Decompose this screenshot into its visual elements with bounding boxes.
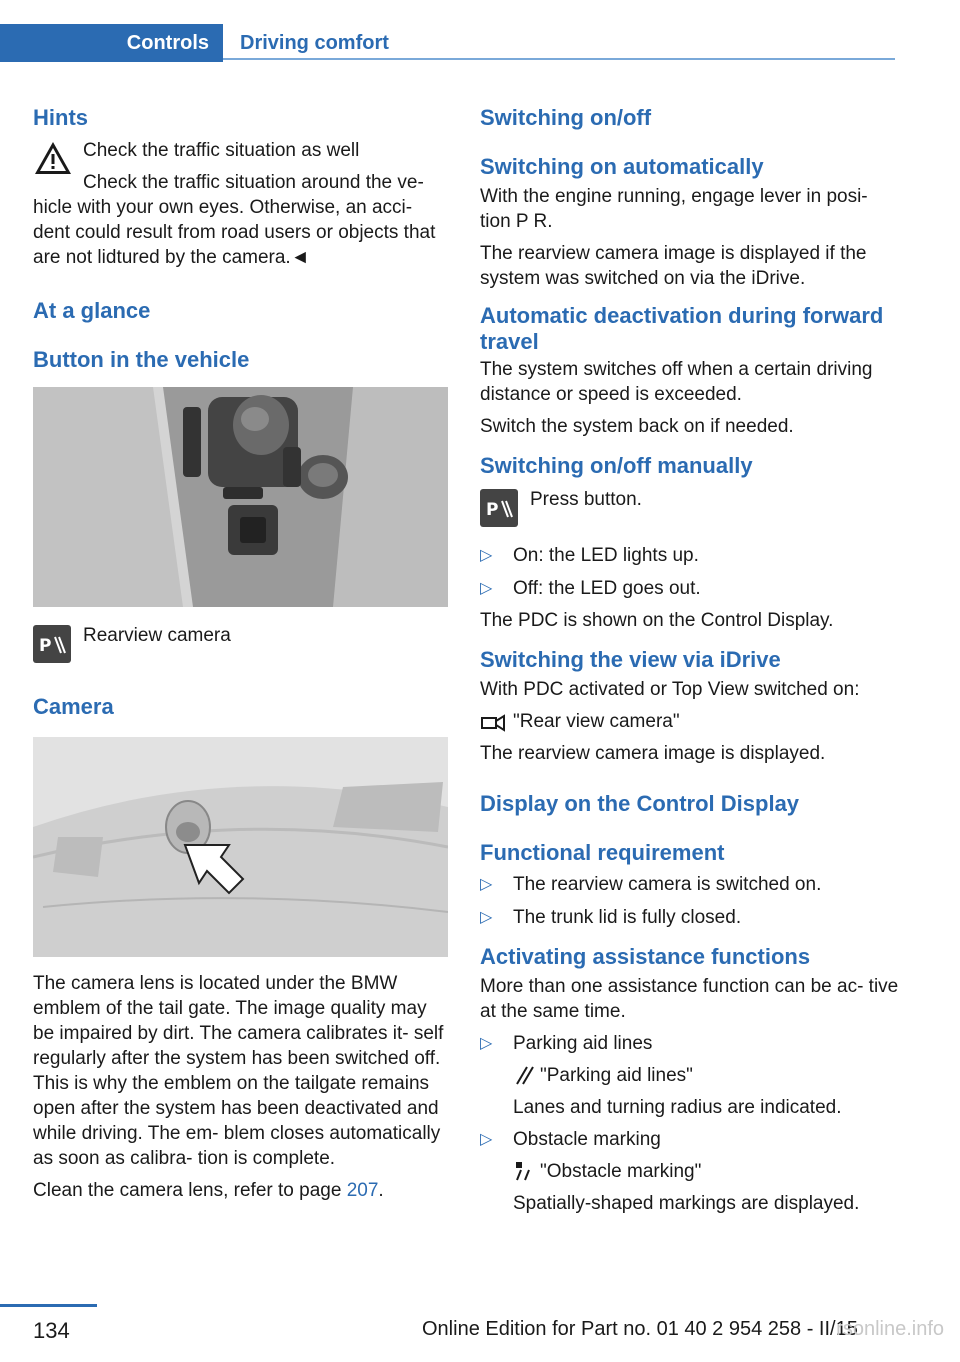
auto-on-heading: Switching on automatically (480, 154, 764, 179)
tailgate-photo (33, 737, 448, 957)
warning-line: Check the traffic situation around the ve- (83, 172, 424, 193)
warning-title: Check the traffic situation as well (83, 140, 360, 161)
parking-aid-menu-row (480, 1063, 900, 1088)
warning-triangle-icon (33, 140, 73, 176)
watermark-text: rsonline.info (836, 1318, 944, 1340)
page-header (0, 24, 895, 62)
page-number: 134 (33, 1318, 70, 1343)
functional-requirement-heading: Functional requirement (480, 840, 725, 865)
svg-text:P: P (39, 636, 52, 656)
list-item: ▷ The trunk lid is fully closed. (480, 905, 900, 930)
warning-block (33, 138, 448, 270)
clean-lens-end: . (378, 1180, 384, 1201)
auto-deactivation-heading: Automatic deactivation during forward travel (480, 303, 884, 354)
footer-rule (0, 1304, 97, 1307)
rear-view-camera-menu (480, 709, 900, 734)
warning-text: hicle with your own eyes. Otherwise, an acci- dent could result from road users or objects that are not lidtured by the camera.◄ (33, 197, 436, 268)
hints-heading: Hints (33, 105, 88, 130)
assistance-heading: Activating assistance functions (480, 944, 811, 969)
left-column (33, 100, 448, 1203)
switching-heading: Switching on/off (480, 105, 652, 130)
rearview-button-row (33, 625, 448, 669)
auto-deact-p1: The system switches off when a certain driving distance or speed is exceeded. (480, 359, 873, 405)
console-photo (33, 387, 448, 607)
console-illustration (33, 387, 448, 607)
parking-aid-desc: Lanes and turning radius are indicated. (513, 1097, 842, 1118)
pdc-shown-text: The PDC is shown on the Control Display. (480, 610, 834, 631)
parking-lines-icon (513, 1064, 535, 1086)
list-item: ▷ The rearview camera is switched on. (480, 872, 900, 897)
obstacle-menu-row (480, 1159, 900, 1184)
rearview-camera-icon (33, 625, 71, 663)
clean-lens-paragraph (33, 1178, 448, 1203)
rearview-camera-label: Rearview camera (83, 625, 231, 646)
tailgate-illustration (33, 737, 448, 957)
obstacle-menu-text: "Obstacle marking" (540, 1161, 702, 1182)
list-item: ▷ Parking aid lines (480, 1031, 900, 1056)
clean-lens-text: Clean the camera lens, refer to page (33, 1180, 347, 1201)
camera-view-icon (480, 712, 506, 732)
view-p1: With PDC activated or Top View switched on: (480, 679, 860, 700)
svg-text:P: P (486, 500, 499, 520)
camera-heading: Camera (33, 694, 114, 719)
button-in-vehicle-heading: Button in the vehicle (33, 347, 250, 372)
press-button-text: Press button. (530, 489, 642, 510)
camera-paragraph: The camera lens is located under the BMW emblem of the tail gate. The image quality may be impaired by dirt. The camera calibrates it- self regularly after the system has been switched off. This is why the emblem on the tailgate remains open after the system has been deactivated and while driving. The em- blem closes automatically as soon as calibra- tion is complete. (33, 973, 444, 1169)
assist-paragraph: More than one assistance function can be ac- tive at the same time. (480, 976, 899, 1022)
list-item: ▷ Off: the LED goes out. (480, 576, 900, 601)
parking-aid-menu-text: "Parking aid lines" (540, 1065, 693, 1086)
at-a-glance-heading: At a glance (33, 298, 151, 323)
obstacle-marking-icon (513, 1160, 535, 1182)
auto-deact-p2: Switch the system back on if needed. (480, 416, 794, 437)
manual-heading: Switching on/off manually (480, 453, 753, 478)
rearview-camera-icon (480, 489, 518, 527)
view-heading: Switching the view via iDrive (480, 647, 781, 672)
view-p2: The rearview camera image is displayed. (480, 743, 826, 764)
edition-text: Online Edition for Part no. 01 40 2 954 258 - II/15 (422, 1318, 858, 1340)
rear-view-camera-text: "Rear view camera" (513, 711, 680, 732)
auto-on-p1: With the engine running, engage lever in posi- tion P R. (480, 186, 868, 232)
page-link-207[interactable]: 207 (346, 1180, 379, 1201)
right-column (480, 100, 900, 1216)
auto-on-p2: The rearview camera image is displayed if the system was switched on via the iDrive. (480, 243, 867, 289)
list-item: ▷ On: the LED lights up. (480, 543, 900, 568)
press-button-row (480, 489, 900, 533)
display-heading: Display on the Control Display (480, 791, 800, 816)
section-tab-driving-comfort[interactable]: Driving comfort (223, 24, 895, 60)
obstacle-desc: Spatially-shaped markings are displayed. (513, 1193, 860, 1214)
list-item: ▷ Obstacle marking (480, 1127, 900, 1152)
section-tab-controls[interactable]: Controls (0, 24, 223, 62)
